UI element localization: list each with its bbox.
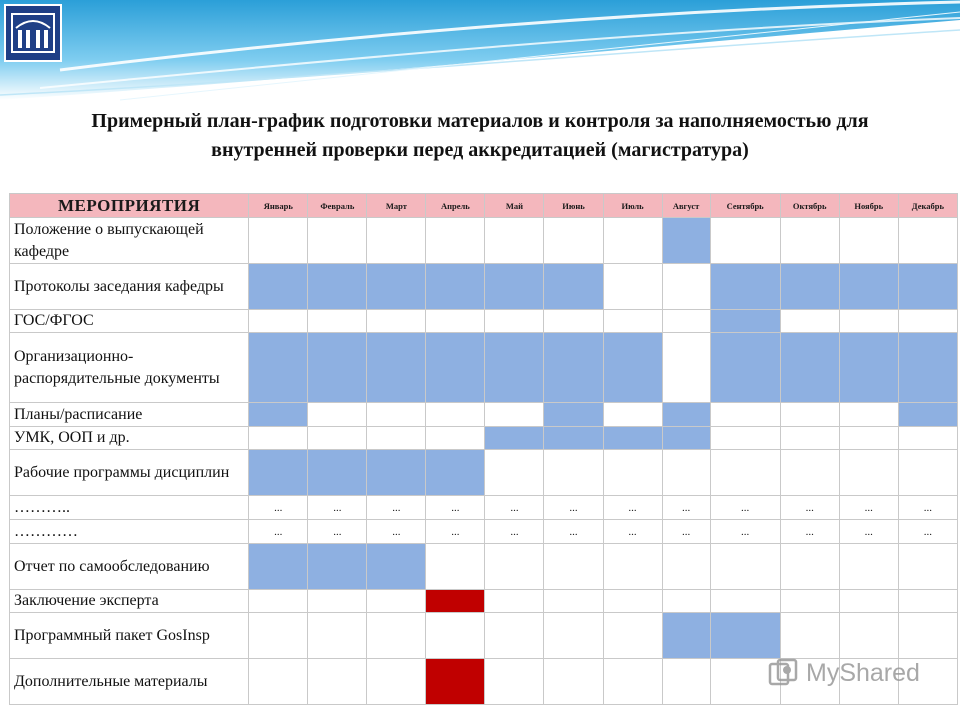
planned-cell bbox=[249, 450, 308, 496]
watermark-text: MyShared bbox=[806, 658, 920, 687]
empty-cell bbox=[839, 218, 898, 264]
planned-cell bbox=[367, 264, 426, 310]
planned-cell bbox=[426, 333, 485, 403]
ellipsis-cell: ... bbox=[544, 496, 603, 520]
schedule-table bbox=[9, 193, 958, 705]
planned-cell bbox=[710, 613, 780, 659]
planned-cell bbox=[544, 403, 603, 427]
empty-cell bbox=[544, 659, 603, 705]
empty-cell bbox=[485, 450, 544, 496]
event-label: Планы/расписание bbox=[10, 403, 249, 427]
empty-cell bbox=[485, 613, 544, 659]
empty-cell bbox=[426, 613, 485, 659]
event-label: Дополнительные материалы bbox=[10, 659, 249, 705]
planned-cell bbox=[710, 310, 780, 333]
ellipsis-cell: ... bbox=[603, 496, 662, 520]
empty-cell bbox=[249, 590, 308, 613]
empty-cell bbox=[544, 613, 603, 659]
empty-cell bbox=[308, 659, 367, 705]
empty-cell bbox=[603, 544, 662, 590]
empty-cell bbox=[780, 310, 839, 333]
planned-cell bbox=[544, 427, 603, 450]
ellipsis-cell: ... bbox=[710, 520, 780, 544]
schedule-body bbox=[10, 218, 958, 705]
table-row bbox=[10, 333, 958, 403]
empty-cell bbox=[839, 613, 898, 659]
planned-cell bbox=[710, 333, 780, 403]
empty-cell bbox=[308, 218, 367, 264]
ellipsis-cell: ... bbox=[544, 520, 603, 544]
empty-cell bbox=[898, 310, 957, 333]
deadline-cell bbox=[426, 590, 485, 613]
ellipsis-cell: ... bbox=[839, 496, 898, 520]
planned-cell bbox=[898, 264, 957, 310]
planned-cell bbox=[308, 264, 367, 310]
empty-cell bbox=[839, 427, 898, 450]
planned-cell bbox=[839, 333, 898, 403]
empty-cell bbox=[662, 333, 710, 403]
month-header: Сентябрь bbox=[710, 194, 780, 218]
planned-cell bbox=[308, 333, 367, 403]
empty-cell bbox=[426, 403, 485, 427]
ellipsis-cell: ... bbox=[249, 496, 308, 520]
ellipsis-cell: ... bbox=[710, 496, 780, 520]
empty-cell bbox=[426, 544, 485, 590]
table-header-row bbox=[10, 194, 958, 218]
month-header: Февраль bbox=[308, 194, 367, 218]
planned-cell bbox=[249, 264, 308, 310]
title-line-2: внутренней проверки перед аккредитацией (магистратура) bbox=[211, 139, 749, 161]
empty-cell bbox=[426, 218, 485, 264]
ellipsis-cell: ... bbox=[839, 520, 898, 544]
month-header: Январь bbox=[249, 194, 308, 218]
table-row bbox=[10, 544, 958, 590]
table-row bbox=[10, 218, 958, 264]
empty-cell bbox=[367, 218, 426, 264]
event-label: Протоколы заседания кафедры bbox=[10, 264, 249, 310]
ellipsis-cell: ... bbox=[426, 496, 485, 520]
table-row bbox=[10, 310, 958, 333]
month-header: Октябрь bbox=[780, 194, 839, 218]
empty-cell bbox=[485, 590, 544, 613]
empty-cell bbox=[249, 310, 308, 333]
header-banner bbox=[0, 0, 960, 105]
table-row bbox=[10, 264, 958, 310]
planned-cell bbox=[308, 450, 367, 496]
empty-cell bbox=[710, 403, 780, 427]
empty-cell bbox=[603, 450, 662, 496]
empty-cell bbox=[898, 427, 957, 450]
empty-cell bbox=[308, 613, 367, 659]
empty-cell bbox=[780, 450, 839, 496]
planned-cell bbox=[485, 333, 544, 403]
month-header: Март bbox=[367, 194, 426, 218]
empty-cell bbox=[898, 218, 957, 264]
month-header: Июль bbox=[603, 194, 662, 218]
event-label: Рабочие программы дисциплин bbox=[10, 450, 249, 496]
empty-cell bbox=[898, 590, 957, 613]
empty-cell bbox=[662, 450, 710, 496]
empty-cell bbox=[780, 544, 839, 590]
ellipsis-cell: ... bbox=[249, 520, 308, 544]
empty-cell bbox=[780, 218, 839, 264]
event-label: УМК, ООП и др. bbox=[10, 427, 249, 450]
empty-cell bbox=[839, 590, 898, 613]
table-row bbox=[10, 590, 958, 613]
empty-cell bbox=[710, 590, 780, 613]
ellipsis-cell: ... bbox=[308, 520, 367, 544]
empty-cell bbox=[249, 427, 308, 450]
empty-cell bbox=[839, 450, 898, 496]
watermark bbox=[768, 657, 920, 689]
planned-cell bbox=[710, 264, 780, 310]
empty-cell bbox=[662, 264, 710, 310]
empty-cell bbox=[367, 613, 426, 659]
planned-cell bbox=[662, 613, 710, 659]
planned-cell bbox=[485, 427, 544, 450]
empty-cell bbox=[603, 590, 662, 613]
empty-cell bbox=[710, 218, 780, 264]
planned-cell bbox=[662, 218, 710, 264]
ellipsis-cell: ... bbox=[780, 520, 839, 544]
empty-cell bbox=[249, 613, 308, 659]
table-row bbox=[10, 520, 958, 544]
event-label: Организационно-распорядительные документы bbox=[10, 333, 249, 403]
table-row bbox=[10, 427, 958, 450]
empty-cell bbox=[544, 590, 603, 613]
empty-cell bbox=[710, 544, 780, 590]
planned-cell bbox=[603, 427, 662, 450]
planned-cell bbox=[485, 264, 544, 310]
empty-cell bbox=[544, 450, 603, 496]
planned-cell bbox=[603, 333, 662, 403]
ellipsis-cell: ... bbox=[426, 520, 485, 544]
table-row bbox=[10, 613, 958, 659]
empty-cell bbox=[662, 544, 710, 590]
empty-cell bbox=[485, 310, 544, 333]
empty-cell bbox=[662, 590, 710, 613]
ellipsis-cell: ... bbox=[780, 496, 839, 520]
university-logo bbox=[4, 4, 62, 62]
month-header: Август bbox=[662, 194, 710, 218]
event-label: Заключение эксперта bbox=[10, 590, 249, 613]
watermark-icon bbox=[768, 658, 802, 688]
planned-cell bbox=[898, 403, 957, 427]
empty-cell bbox=[839, 403, 898, 427]
planned-cell bbox=[780, 333, 839, 403]
planned-cell bbox=[249, 544, 308, 590]
table-row bbox=[10, 403, 958, 427]
empty-cell bbox=[662, 310, 710, 333]
empty-cell bbox=[308, 590, 367, 613]
empty-cell bbox=[780, 613, 839, 659]
empty-cell bbox=[898, 613, 957, 659]
empty-cell bbox=[249, 659, 308, 705]
empty-cell bbox=[662, 659, 710, 705]
planned-cell bbox=[367, 333, 426, 403]
planned-cell bbox=[544, 333, 603, 403]
title-line-1: Примерный план-график подготовки материалов и контроля за наполняемостью для bbox=[91, 110, 869, 132]
planned-cell bbox=[544, 264, 603, 310]
empty-cell bbox=[780, 427, 839, 450]
empty-cell bbox=[249, 218, 308, 264]
empty-cell bbox=[426, 310, 485, 333]
planned-cell bbox=[249, 403, 308, 427]
planned-cell bbox=[367, 544, 426, 590]
ellipsis-cell: ... bbox=[662, 496, 710, 520]
empty-cell bbox=[898, 544, 957, 590]
empty-cell bbox=[544, 310, 603, 333]
planned-cell bbox=[426, 264, 485, 310]
empty-cell bbox=[780, 403, 839, 427]
empty-cell bbox=[603, 659, 662, 705]
month-header: Июнь bbox=[544, 194, 603, 218]
month-header: Апрель bbox=[426, 194, 485, 218]
empty-cell bbox=[367, 427, 426, 450]
empty-cell bbox=[485, 218, 544, 264]
table-row bbox=[10, 450, 958, 496]
empty-cell bbox=[710, 450, 780, 496]
empty-cell bbox=[485, 544, 544, 590]
ellipsis-cell: ... bbox=[898, 496, 957, 520]
empty-cell bbox=[839, 544, 898, 590]
empty-cell bbox=[603, 310, 662, 333]
deadline-cell bbox=[426, 659, 485, 705]
page-title bbox=[0, 107, 960, 165]
empty-cell bbox=[485, 403, 544, 427]
empty-cell bbox=[367, 590, 426, 613]
events-column-header: МЕРОПРИЯТИЯ bbox=[10, 194, 249, 218]
empty-cell bbox=[367, 403, 426, 427]
planned-cell bbox=[426, 450, 485, 496]
event-label: ………… bbox=[10, 520, 249, 544]
empty-cell bbox=[603, 613, 662, 659]
empty-cell bbox=[839, 310, 898, 333]
planned-cell bbox=[898, 333, 957, 403]
month-header: Май bbox=[485, 194, 544, 218]
empty-cell bbox=[603, 264, 662, 310]
ellipsis-cell: ... bbox=[662, 520, 710, 544]
month-header: Ноябрь bbox=[839, 194, 898, 218]
ellipsis-cell: ... bbox=[367, 520, 426, 544]
empty-cell bbox=[308, 310, 367, 333]
empty-cell bbox=[603, 218, 662, 264]
ellipsis-cell: ... bbox=[898, 520, 957, 544]
month-header: Декабрь bbox=[898, 194, 957, 218]
event-label: ГОС/ФГОС bbox=[10, 310, 249, 333]
empty-cell bbox=[485, 659, 544, 705]
empty-cell bbox=[367, 310, 426, 333]
planned-cell bbox=[662, 427, 710, 450]
ellipsis-cell: ... bbox=[485, 520, 544, 544]
planned-cell bbox=[249, 333, 308, 403]
empty-cell bbox=[710, 427, 780, 450]
empty-cell bbox=[898, 450, 957, 496]
empty-cell bbox=[603, 403, 662, 427]
empty-cell bbox=[544, 218, 603, 264]
event-label: Положение о выпускающей кафедре bbox=[10, 218, 249, 264]
empty-cell bbox=[308, 427, 367, 450]
ellipsis-cell: ... bbox=[367, 496, 426, 520]
empty-cell bbox=[426, 427, 485, 450]
planned-cell bbox=[662, 403, 710, 427]
ellipsis-cell: ... bbox=[308, 496, 367, 520]
planned-cell bbox=[780, 264, 839, 310]
planned-cell bbox=[308, 544, 367, 590]
event-label: Программный пакет GosInsp bbox=[10, 613, 249, 659]
empty-cell bbox=[367, 659, 426, 705]
ellipsis-cell: ... bbox=[603, 520, 662, 544]
empty-cell bbox=[308, 403, 367, 427]
event-label: ……….. bbox=[10, 496, 249, 520]
empty-cell bbox=[780, 590, 839, 613]
ellipsis-cell: ... bbox=[485, 496, 544, 520]
planned-cell bbox=[839, 264, 898, 310]
event-label: Отчет по самообследованию bbox=[10, 544, 249, 590]
planned-cell bbox=[367, 450, 426, 496]
empty-cell bbox=[544, 544, 603, 590]
table-row bbox=[10, 496, 958, 520]
